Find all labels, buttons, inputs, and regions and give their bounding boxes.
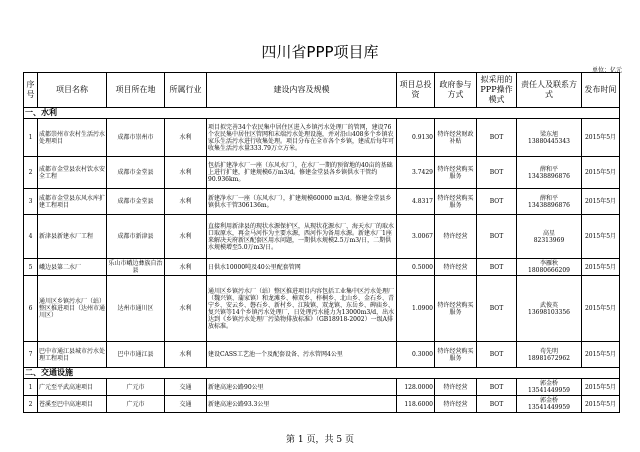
- government-role: 特许经营购买服务: [435, 189, 477, 215]
- project-description: 包括扩建净水厂一座（东风水厂），在水厂一期的预留地的40亩的基础上进行扩建，扩建规模6万m3/d。修建金堂县各乡镇供水干管约90.936km。: [207, 157, 397, 189]
- ppp-mode: BOT: [477, 189, 517, 215]
- project-table: [23, 72, 620, 413]
- project-location: 乐山市峨边彝族自治县: [108, 260, 163, 274]
- ppp-mode: BOT: [477, 396, 517, 413]
- header-cell: 责任人及联系方式: [517, 73, 582, 108]
- table-row: [24, 215, 620, 259]
- total-investment: 0.5000: [397, 259, 435, 276]
- section-row: [24, 368, 620, 379]
- contact-cell: [517, 189, 582, 215]
- header-cell: 所属行业: [165, 73, 207, 108]
- row-number: 5: [24, 259, 38, 276]
- project-name: 新津县新建水厂工程: [38, 215, 107, 259]
- project-description: 通川区乡镇污水厂（站）整区推进项目内容包括工业集中区污水处理厂（魏兴镇、蒲家镇）和龙滩乡、樟双乡、梓桐乡、北山乡、金石乡、青宁乡、安云乡、磐石乡、新村乡、江陵镇、双龙镇、东岳乡、碑庙乡、复兴镇等14个乡镇污水处理厂，日处理污水能力为13000m3/d，出水达到《乡镇污水处理厂污染物排放标准》（GB18918-2002）一级A排放标准。: [207, 276, 397, 342]
- project-description: 日供水10000吨及40公里配套管网: [207, 259, 397, 276]
- table-row: [24, 119, 620, 157]
- project-location: 成都市崇州市: [107, 119, 165, 157]
- contact-person: 薛和平: [539, 165, 558, 173]
- project-location: 成都市金堂县: [107, 157, 165, 189]
- government-role: 特许经营财政补贴: [435, 119, 477, 157]
- project-description: 新建高速公路93.3公里: [207, 396, 397, 413]
- row-number: 7: [24, 342, 38, 368]
- project-industry: 水利: [165, 259, 207, 276]
- row-number: 2: [24, 157, 38, 189]
- project-industry: 交通: [165, 396, 207, 413]
- contact-cell: [517, 276, 582, 342]
- total-investment: 128.0000: [397, 379, 435, 396]
- project-industry: 水利: [165, 157, 207, 189]
- project-location: 广元市: [107, 379, 165, 396]
- section-label: 一、水利: [24, 108, 620, 119]
- project-location: 成都市新津县: [107, 215, 165, 259]
- ppp-mode: BOT: [477, 157, 517, 189]
- contact-phone: 13541449959: [528, 387, 570, 394]
- contact-cell: [517, 342, 582, 368]
- project-industry: 水利: [165, 119, 207, 157]
- table-row: [24, 396, 620, 413]
- project-industry: 水利: [165, 276, 207, 342]
- row-number: 1: [24, 119, 38, 157]
- ppp-mode: BOT: [477, 259, 517, 276]
- section-label: 二、交通设施: [24, 368, 620, 379]
- contact-phone: 18981672962: [528, 354, 570, 362]
- contact-person: 苟先明: [539, 347, 558, 355]
- total-investment: 3.0067: [397, 215, 435, 259]
- government-role: 特许经营购买服务: [435, 276, 477, 342]
- ppp-mode: BOT: [477, 276, 517, 342]
- project-name: 通川区乡镇污水厂（站）整区推进项目（达州市通川区）: [38, 276, 107, 342]
- project-industry: 水利: [165, 215, 207, 259]
- project-name: 苍溪至巴中高速项目: [38, 396, 107, 413]
- table-row: [24, 189, 620, 215]
- unit-label: 单位：亿元: [591, 67, 622, 74]
- project-name: 巴中市通江县城市污水处理工程项目: [38, 342, 107, 368]
- contact-person: 武俊英: [539, 301, 558, 309]
- government-role: 特许经营: [435, 396, 477, 413]
- contact-person: 郭金桥: [539, 380, 558, 387]
- contact-cell: [517, 157, 582, 189]
- page-footer: 第 1 页，共 5 页: [286, 435, 354, 445]
- row-number: 6: [24, 276, 38, 342]
- total-investment: 0.9130: [397, 119, 435, 157]
- contact-phone: 13698103356: [528, 308, 570, 316]
- contact-person: 梁东旭: [539, 130, 558, 138]
- contact-person: 李雁秋: [539, 260, 558, 267]
- publish-date: 2015年5月: [582, 379, 620, 396]
- contact-person: 高星: [542, 229, 555, 237]
- row-number: 2: [24, 396, 38, 413]
- total-investment: 1.0900: [397, 276, 435, 342]
- project-industry: 水利: [165, 342, 207, 368]
- project-location: 巴中市通江县: [107, 342, 165, 368]
- project-location: 广元市: [107, 396, 165, 413]
- total-investment: 118.6000: [397, 396, 435, 413]
- project-description: 项目拟完善34个农民集中居住区进入乡镇污水处理厂的管网，建设76个农民集中居住区管网和末端污水处理设施，并对沿山408多个乡镇农家乐生活污水进行收集处理。项目分布在全市各个乡镇，建成后每年可收集生活污水量333.79万立方米。: [207, 119, 397, 157]
- government-role: 特许经营购买服务: [435, 157, 477, 189]
- publish-date: 2015年5月: [582, 119, 620, 157]
- header-cell: 拟采用的PPP操作模式: [477, 73, 517, 108]
- project-location: 达州市通川区: [107, 276, 165, 342]
- contact-cell: [517, 119, 582, 157]
- project-industry: 交通: [165, 379, 207, 396]
- publish-date: 2015年5月: [582, 189, 620, 215]
- total-investment: 3.7429: [397, 157, 435, 189]
- contact-cell: [517, 215, 582, 259]
- table-row: [24, 259, 620, 276]
- ppp-mode: BOT: [477, 215, 517, 259]
- table-row: [24, 342, 620, 368]
- row-number: 4: [24, 215, 38, 259]
- row-number: 3: [24, 189, 38, 215]
- header-cell: 序号: [24, 73, 38, 108]
- table-row: [24, 276, 620, 342]
- contact-phone: 13541449959: [528, 404, 570, 411]
- ppp-mode: BOT: [477, 119, 517, 157]
- government-role: 特许经营: [435, 259, 477, 276]
- header-row: [24, 73, 620, 108]
- project-name: 广元至平武高速项目: [38, 379, 107, 396]
- header-cell: 项目名称: [38, 73, 107, 108]
- header-cell: 项目总投资: [397, 73, 435, 108]
- header-cell: 建设内容及规模: [207, 73, 397, 108]
- header-cell: 政府参与方式: [435, 73, 477, 108]
- contact-phone: 82313969: [533, 236, 565, 244]
- government-role: 特许经营购买服务: [435, 342, 477, 368]
- contact-phone: 13438896876: [528, 172, 570, 180]
- publish-date: 2015年5月: [582, 276, 620, 342]
- project-description: 新建高速公路90公里: [207, 379, 397, 396]
- project-description: 建设CASS工艺池一个及配套设备、污水管网4公里: [207, 342, 397, 368]
- page-title: 四川省PPP项目库: [261, 43, 379, 61]
- total-investment: 4.8317: [397, 189, 435, 215]
- contact-cell: [517, 379, 582, 396]
- project-name: 成都市金堂县东风水库扩建工程项目: [38, 189, 107, 215]
- project-name: 峨边县第二水厂: [38, 259, 107, 276]
- header-cell: 项目所在地: [107, 73, 165, 108]
- publish-date: 2015年5月: [582, 342, 620, 368]
- table-row: [24, 157, 620, 189]
- contact-person: 薛和平: [539, 194, 558, 202]
- ppp-mode: BOT: [477, 379, 517, 396]
- contact-person: 郭金桥: [539, 397, 558, 404]
- header-cell: 发布时间: [582, 73, 620, 108]
- publish-date: 2015年5月: [582, 215, 620, 259]
- contact-phone: 13880445343: [528, 137, 570, 145]
- project-name: 成都崇州市农村生活污水处理项目: [38, 119, 107, 157]
- contact-cell: [517, 259, 582, 276]
- table-row: [24, 379, 620, 396]
- ppp-mode: BOT: [477, 342, 517, 368]
- contact-phone: 18080666209: [528, 267, 570, 274]
- publish-date: 2015年5月: [582, 259, 620, 276]
- contact-phone: 13438896876: [528, 201, 570, 209]
- project-description: 直接利用新津县的现状水源保护区，从现状花源水厂、海天水厂的取水口取原水，再金马河作为主要水源，西河作为备用水源。新建水厂1座来解决天府新区配套区用水问题，一期供水规模2.5万m3/日，二期供水规模增至5.0万m3/日。: [207, 215, 397, 259]
- publish-date: 2015年5月: [582, 396, 620, 413]
- government-role: 特许经营: [435, 379, 477, 396]
- project-description: 新建净水厂一座（东风水厂），扩建规模60000 m3/d。修建金堂县乡镇供水干管306136m。: [207, 189, 397, 215]
- section-row: [24, 108, 620, 119]
- project-name: 成都市金堂县农村饮水安全工程: [38, 157, 107, 189]
- row-number: 1: [24, 379, 38, 396]
- publish-date: 2015年5月: [582, 157, 620, 189]
- total-investment: 0.3000: [397, 342, 435, 368]
- government-role: 特许经营: [435, 215, 477, 259]
- contact-cell: [517, 396, 582, 413]
- project-location: 成都市金堂县: [107, 189, 165, 215]
- project-industry: 水利: [165, 189, 207, 215]
